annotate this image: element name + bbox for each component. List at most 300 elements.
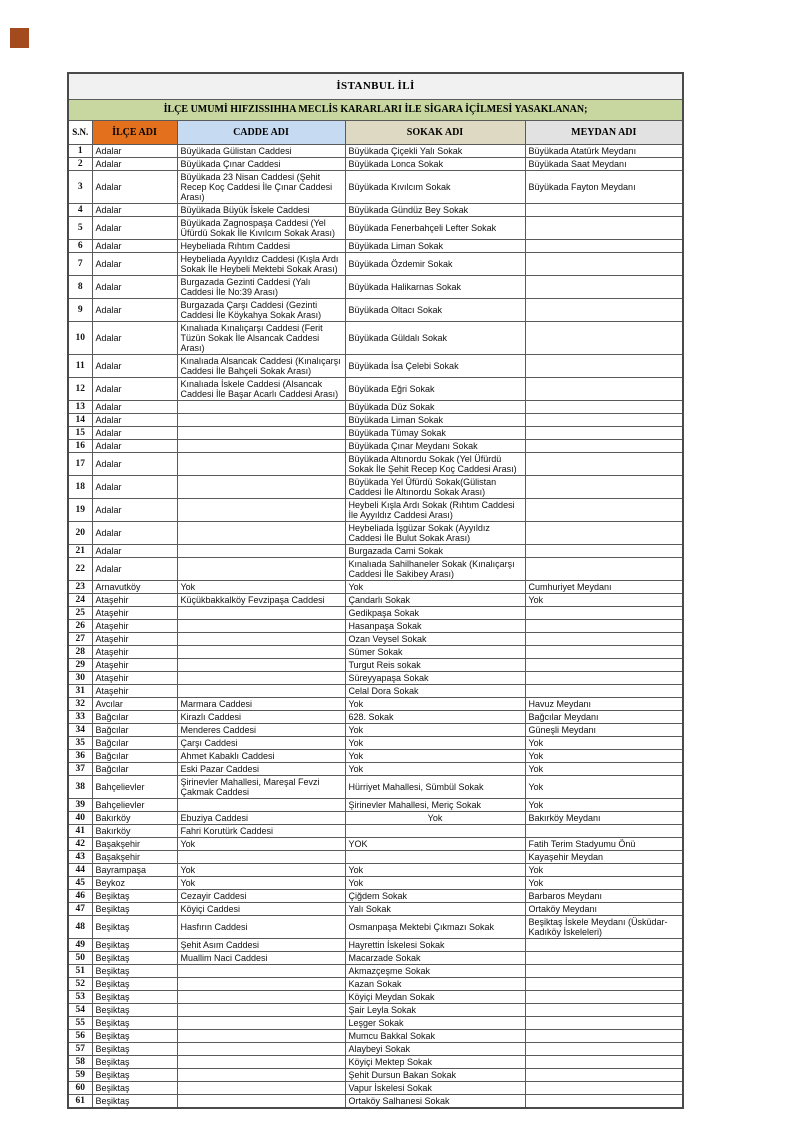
table-row [68, 298, 683, 321]
cell-meydan: Yok [525, 798, 683, 811]
table-row [68, 1003, 683, 1016]
cell-ilce: Beşiktaş [92, 889, 177, 902]
cell-sn: 31 [68, 684, 92, 697]
cell-sokak: Büyükada Lonca Sokak [345, 157, 525, 170]
cell-sn: 14 [68, 413, 92, 426]
cell-sn: 15 [68, 426, 92, 439]
cell-sokak: Sümer Sokak [345, 645, 525, 658]
cell-sn: 50 [68, 951, 92, 964]
cell-meydan [525, 964, 683, 977]
cell-sokak: Yok [345, 811, 525, 824]
cell-ilce: Bağcılar [92, 723, 177, 736]
cell-meydan [525, 824, 683, 837]
cell-sn: 12 [68, 377, 92, 400]
cell-sn: 43 [68, 850, 92, 863]
cell-sn: 49 [68, 938, 92, 951]
cell-sokak: Gedikpaşa Sokak [345, 606, 525, 619]
cell-meydan [525, 252, 683, 275]
cell-cadde [177, 1016, 345, 1029]
cell-ilce: Başakşehir [92, 850, 177, 863]
table-row [68, 798, 683, 811]
cell-cadde [177, 475, 345, 498]
cell-sokak: Yok [345, 749, 525, 762]
cell-ilce: Bağcılar [92, 749, 177, 762]
cell-meydan: Büyükada Saat Meydanı [525, 157, 683, 170]
cell-sn: 55 [68, 1016, 92, 1029]
cell-meydan [525, 1029, 683, 1042]
cell-ilce: Avcılar [92, 697, 177, 710]
cell-sn: 30 [68, 671, 92, 684]
cell-sokak: Büyükada İsa Çelebi Sokak [345, 354, 525, 377]
cell-cadde: Yok [177, 863, 345, 876]
cell-ilce: Adalar [92, 544, 177, 557]
cell-ilce: Ataşehir [92, 684, 177, 697]
cell-sn: 57 [68, 1042, 92, 1055]
column-header-ilce: İLÇE ADI [92, 120, 177, 144]
cell-meydan: Ortaköy Meydanı [525, 902, 683, 915]
table-row [68, 498, 683, 521]
cell-sokak: Yok [345, 736, 525, 749]
cell-ilce: Beşiktaş [92, 990, 177, 1003]
cell-meydan [525, 684, 683, 697]
table-row [68, 439, 683, 452]
cell-meydan: Güneşli Meydanı [525, 723, 683, 736]
table-row [68, 275, 683, 298]
table-row [68, 902, 683, 915]
cell-cadde: Köyiçi Caddesi [177, 902, 345, 915]
table-row [68, 321, 683, 354]
cell-cadde: Eski Pazar Caddesi [177, 762, 345, 775]
cell-cadde [177, 452, 345, 475]
cell-meydan: Beşiktaş İskele Meydanı (Üsküdar-Kadıköy İskeleleri) [525, 915, 683, 938]
cell-sn: 44 [68, 863, 92, 876]
column-header-row [68, 120, 683, 144]
cell-sn: 6 [68, 239, 92, 252]
cell-meydan [525, 544, 683, 557]
table-row [68, 645, 683, 658]
cell-cadde: Burgazada Çarşı Caddesi (Gezinti Caddesi İle Köykahya Sokak Arası) [177, 298, 345, 321]
cell-sokak: Büyükada Çiçekli Yalı Sokak [345, 144, 525, 157]
cell-ilce: Adalar [92, 321, 177, 354]
cell-meydan [525, 475, 683, 498]
cell-sokak: Büyükada Çınar Meydanı Sokak [345, 439, 525, 452]
cell-ilce: Bağcılar [92, 736, 177, 749]
cell-sn: 60 [68, 1081, 92, 1094]
cell-ilce: Adalar [92, 498, 177, 521]
table-row [68, 775, 683, 798]
cell-sokak: Büyükada Altınordu Sokak (Yel Üfürdü Sokak İle Şehit Recep Koç Caddesi Arası) [345, 452, 525, 475]
cell-sokak: Hasanpaşa Sokak [345, 619, 525, 632]
cell-sn: 29 [68, 658, 92, 671]
cell-sokak: Büyükada Tümay Sokak [345, 426, 525, 439]
cell-sn: 9 [68, 298, 92, 321]
cell-sn: 1 [68, 144, 92, 157]
cell-sokak: Yalı Sokak [345, 902, 525, 915]
cell-cadde: Heybeliada Ayyıldız Caddesi (Kışla Ardı Sokak İle Heybeli Mektebi Sokak Arası) [177, 252, 345, 275]
cell-cadde [177, 521, 345, 544]
cell-sn: 13 [68, 400, 92, 413]
cell-meydan [525, 1081, 683, 1094]
table-row [68, 671, 683, 684]
cell-ilce: Ataşehir [92, 606, 177, 619]
cell-meydan [525, 671, 683, 684]
cell-sn: 40 [68, 811, 92, 824]
cell-sokak: Köyiçi Meydan Sokak [345, 990, 525, 1003]
cell-meydan: Yok [525, 762, 683, 775]
cell-meydan [525, 1094, 683, 1108]
table-row [68, 938, 683, 951]
cell-meydan [525, 426, 683, 439]
cell-meydan: Yok [525, 775, 683, 798]
cell-sokak: Süreyyapaşa Sokak [345, 671, 525, 684]
cell-ilce: Adalar [92, 426, 177, 439]
cell-cadde: Büyükada 23 Nisan Caddesi (Şehit Recep Koç Caddesi İle Çınar Caddesi Arası) [177, 170, 345, 203]
cell-ilce: Beşiktaş [92, 977, 177, 990]
cell-meydan [525, 1055, 683, 1068]
table-row [68, 876, 683, 889]
cell-sn: 11 [68, 354, 92, 377]
table-row [68, 697, 683, 710]
cell-sn: 28 [68, 645, 92, 658]
cell-meydan: Bakırköy Meydanı [525, 811, 683, 824]
cell-meydan [525, 377, 683, 400]
cell-sokak: Leşger Sokak [345, 1016, 525, 1029]
cell-sokak: Macarzade Sokak [345, 951, 525, 964]
cell-ilce: Ataşehir [92, 593, 177, 606]
cell-meydan [525, 557, 683, 580]
cell-cadde [177, 557, 345, 580]
cell-cadde: Yok [177, 580, 345, 593]
cell-ilce: Adalar [92, 354, 177, 377]
table-row [68, 593, 683, 606]
cell-sokak: Büyükada Eğri Sokak [345, 377, 525, 400]
cell-meydan: Yok [525, 736, 683, 749]
cell-ilce: Bakırköy [92, 811, 177, 824]
cell-cadde: Büyükada Zagnospaşa Caddesi (Yel Üfürdü Sokak İle Kıvılcım Sokak Arası) [177, 216, 345, 239]
table-row [68, 144, 683, 157]
cell-sn: 53 [68, 990, 92, 1003]
cell-sn: 2 [68, 157, 92, 170]
cell-meydan [525, 619, 683, 632]
table-row [68, 580, 683, 593]
cell-cadde: Heybeliada Rıhtım Caddesi [177, 239, 345, 252]
table-row [68, 824, 683, 837]
cell-cadde: Hasfırın Caddesi [177, 915, 345, 938]
cell-meydan: Yok [525, 593, 683, 606]
cell-cadde: Şirinevler Mahallesi, Mareşal Fevzi Çakmak Caddesi [177, 775, 345, 798]
cell-meydan [525, 977, 683, 990]
cell-meydan [525, 632, 683, 645]
cell-sn: 33 [68, 710, 92, 723]
cell-cadde [177, 990, 345, 1003]
cell-cadde [177, 400, 345, 413]
table-row [68, 710, 683, 723]
cell-sn: 17 [68, 452, 92, 475]
cell-cadde: Büyükada Gülistan Caddesi [177, 144, 345, 157]
cell-cadde [177, 1055, 345, 1068]
cell-cadde [177, 1042, 345, 1055]
cell-meydan [525, 658, 683, 671]
cell-sokak: Akmazçeşme Sokak [345, 964, 525, 977]
table-row [68, 170, 683, 203]
cell-sokak: Büyükada Kıvılcım Sokak [345, 170, 525, 203]
cell-meydan [525, 951, 683, 964]
cell-sokak: Büyükada Yel Üfürdü Sokak(Gülistan Caddesi İle Altınordu Sokak Arası) [345, 475, 525, 498]
table-row [68, 658, 683, 671]
cell-cadde: Kınalıada Kınalıçarşı Caddesi (Ferit Tüzün Sokak İle Alsancak Caddesi Arası) [177, 321, 345, 354]
cell-ilce: Adalar [92, 252, 177, 275]
cell-sn: 51 [68, 964, 92, 977]
cell-cadde [177, 1068, 345, 1081]
table-row [68, 889, 683, 902]
table-row [68, 475, 683, 498]
cell-meydan [525, 413, 683, 426]
cell-ilce: Adalar [92, 170, 177, 203]
cell-cadde [177, 1029, 345, 1042]
cell-sokak: Celal Dora Sokak [345, 684, 525, 697]
cell-meydan: Yok [525, 863, 683, 876]
cell-sn: 35 [68, 736, 92, 749]
cell-sokak: Alaybeyi Sokak [345, 1042, 525, 1055]
page-title: İSTANBUL İLİ [68, 73, 683, 99]
cell-sokak: Büyükada Gündüz Bey Sokak [345, 203, 525, 216]
table-row [68, 203, 683, 216]
cell-cadde: Küçükbakkalköy Fevzipaşa Caddesi [177, 593, 345, 606]
cell-sn: 56 [68, 1029, 92, 1042]
cell-ilce: Beykoz [92, 876, 177, 889]
cell-ilce: Beşiktaş [92, 1081, 177, 1094]
table-row [68, 557, 683, 580]
cell-sokak: Çiğdem Sokak [345, 889, 525, 902]
table-row [68, 619, 683, 632]
table-row [68, 426, 683, 439]
cell-meydan [525, 452, 683, 475]
cell-sokak: Büyükada Oltacı Sokak [345, 298, 525, 321]
cell-sn: 42 [68, 837, 92, 850]
cell-ilce: Beşiktaş [92, 1042, 177, 1055]
cell-sokak: YOK [345, 837, 525, 850]
cell-sn: 45 [68, 876, 92, 889]
cell-ilce: Beşiktaş [92, 1094, 177, 1108]
cell-sokak: Yok [345, 876, 525, 889]
cell-sn: 23 [68, 580, 92, 593]
cell-ilce: Bağcılar [92, 710, 177, 723]
cell-cadde [177, 671, 345, 684]
cell-ilce: Beşiktaş [92, 938, 177, 951]
cell-ilce: Beşiktaş [92, 964, 177, 977]
cell-cadde [177, 619, 345, 632]
cell-sn: 21 [68, 544, 92, 557]
cell-sokak: Büyükada Fenerbahçeli Lefter Sokak [345, 216, 525, 239]
cell-meydan: Kayaşehir Meydan [525, 850, 683, 863]
cell-cadde [177, 1003, 345, 1016]
cell-ilce: Beşiktaş [92, 1055, 177, 1068]
cell-sn: 59 [68, 1068, 92, 1081]
cell-meydan: Barbaros Meydanı [525, 889, 683, 902]
cell-ilce: Bahçelievler [92, 775, 177, 798]
cell-cadde [177, 1094, 345, 1108]
cell-ilce: Beşiktaş [92, 1003, 177, 1016]
cell-meydan [525, 400, 683, 413]
cell-ilce: Bahçelievler [92, 798, 177, 811]
cell-meydan [525, 938, 683, 951]
table-body [68, 144, 683, 1108]
cell-meydan [525, 321, 683, 354]
cell-sokak: Çandarlı Sokak [345, 593, 525, 606]
cell-sokak: Turgut Reis sokak [345, 658, 525, 671]
cell-sn: 8 [68, 275, 92, 298]
table-row [68, 915, 683, 938]
cell-sokak: Hayrettin İskelesi Sokak [345, 938, 525, 951]
cell-cadde [177, 413, 345, 426]
cell-sokak: Büyükada Özdemir Sokak [345, 252, 525, 275]
cell-ilce: Başakşehir [92, 837, 177, 850]
cell-meydan [525, 645, 683, 658]
cell-cadde [177, 1081, 345, 1094]
cell-sn: 16 [68, 439, 92, 452]
cell-ilce: Beşiktaş [92, 915, 177, 938]
cell-cadde: Marmara Caddesi [177, 697, 345, 710]
table-title-row [68, 73, 683, 99]
cell-sn: 38 [68, 775, 92, 798]
cell-ilce: Adalar [92, 144, 177, 157]
table-subtitle-row [68, 99, 683, 120]
cell-ilce: Beşiktaş [92, 951, 177, 964]
cell-cadde [177, 977, 345, 990]
cell-sokak: Yok [345, 723, 525, 736]
cell-cadde: Ahmet Kabaklı Caddesi [177, 749, 345, 762]
cell-sn: 46 [68, 889, 92, 902]
cell-ilce: Adalar [92, 275, 177, 298]
page-corner-marker [10, 28, 29, 48]
cell-meydan [525, 1003, 683, 1016]
cell-sn: 20 [68, 521, 92, 544]
cell-sn: 61 [68, 1094, 92, 1108]
table-row [68, 1068, 683, 1081]
cell-meydan: Yok [525, 749, 683, 762]
cell-ilce: Arnavutköy [92, 580, 177, 593]
cell-sokak: Heybeli Kışla Ardı Sokak (Rıhtım Caddesi İle Ayyıldız Caddesi Arası) [345, 498, 525, 521]
cell-sokak: Kazan Sokak [345, 977, 525, 990]
table-row [68, 951, 683, 964]
cell-ilce: Ataşehir [92, 619, 177, 632]
cell-sn: 52 [68, 977, 92, 990]
table-row [68, 1029, 683, 1042]
cell-meydan: Havuz Meydanı [525, 697, 683, 710]
cell-cadde: Çarşı Caddesi [177, 736, 345, 749]
cell-ilce: Adalar [92, 413, 177, 426]
cell-sn: 48 [68, 915, 92, 938]
table-row [68, 850, 683, 863]
cell-cadde: Yok [177, 837, 345, 850]
cell-sn: 34 [68, 723, 92, 736]
cell-ilce: Adalar [92, 239, 177, 252]
page-subtitle: İLÇE UMUMİ HIFZISSIHHA MECLİS KARARLARI İLE SİGARA İÇİLMESİ YASAKLANAN; [68, 99, 683, 120]
cell-ilce: Adalar [92, 557, 177, 580]
cell-cadde: Fahri Korutürk Caddesi [177, 824, 345, 837]
cell-cadde: Kınalıada Alsancak Caddesi (Kınalıçarşı Caddesi İle Bahçeli Sokak Arası) [177, 354, 345, 377]
table-row [68, 239, 683, 252]
table-row [68, 400, 683, 413]
cell-cadde: Cezayir Caddesi [177, 889, 345, 902]
cell-sn: 58 [68, 1055, 92, 1068]
table-row [68, 977, 683, 990]
table-row [68, 252, 683, 275]
cell-meydan [525, 521, 683, 544]
table-row [68, 837, 683, 850]
column-header-meydan: MEYDAN ADI [525, 120, 683, 144]
table-row [68, 749, 683, 762]
cell-sokak: Hürriyet Mahallesi, Sümbül Sokak [345, 775, 525, 798]
cell-ilce: Ataşehir [92, 658, 177, 671]
cell-meydan: Cumhuriyet Meydanı [525, 580, 683, 593]
cell-ilce: Bayrampaşa [92, 863, 177, 876]
cell-meydan [525, 1068, 683, 1081]
cell-sokak: Büyükada Düz Sokak [345, 400, 525, 413]
cell-meydan [525, 439, 683, 452]
cell-sokak: Yok [345, 580, 525, 593]
cell-sokak: Büyükada Halikarnas Sokak [345, 275, 525, 298]
cell-meydan: Büyükada Fayton Meydanı [525, 170, 683, 203]
table-row [68, 1055, 683, 1068]
cell-cadde: Ebuziya Caddesi [177, 811, 345, 824]
cell-ilce: Ataşehir [92, 671, 177, 684]
table-row [68, 863, 683, 876]
table-row [68, 1081, 683, 1094]
cell-meydan [525, 990, 683, 1003]
cell-meydan [525, 298, 683, 321]
cell-meydan [525, 275, 683, 298]
cell-cadde: Büyükada Çınar Caddesi [177, 157, 345, 170]
cell-ilce: Adalar [92, 475, 177, 498]
cell-meydan [525, 203, 683, 216]
cell-sokak: Köyiçi Mektep Sokak [345, 1055, 525, 1068]
cell-cadde: Burgazada Gezinti Caddesi (Yalı Caddesi İle No:39 Arası) [177, 275, 345, 298]
cell-cadde [177, 964, 345, 977]
cell-sokak: Kınalıada Sahilhaneler Sokak (Kınalıçarşı Caddesi İle Sakibey Arası) [345, 557, 525, 580]
cell-sokak: Osmanpaşa Mektebi Çıkmazı Sokak [345, 915, 525, 938]
table-row [68, 723, 683, 736]
cell-meydan [525, 1042, 683, 1055]
cell-cadde [177, 426, 345, 439]
table-row [68, 1094, 683, 1108]
cell-cadde: Muallim Naci Caddesi [177, 951, 345, 964]
cell-cadde: Şehit Asım Caddesi [177, 938, 345, 951]
cell-sokak: Büyükada Güldalı Sokak [345, 321, 525, 354]
cell-sn: 22 [68, 557, 92, 580]
cell-ilce: Ataşehir [92, 645, 177, 658]
cell-meydan [525, 606, 683, 619]
cell-meydan [525, 216, 683, 239]
cell-ilce: Adalar [92, 452, 177, 475]
cell-sn: 26 [68, 619, 92, 632]
cell-cadde [177, 684, 345, 697]
table-row [68, 157, 683, 170]
cell-cadde: Büyükada Büyük İskele Caddesi [177, 203, 345, 216]
table-row [68, 606, 683, 619]
cell-meydan: Fatih Terim Stadyumu Önü [525, 837, 683, 850]
cell-cadde [177, 439, 345, 452]
table-row [68, 354, 683, 377]
cell-meydan [525, 239, 683, 252]
table-row [68, 990, 683, 1003]
column-header-sokak: SOKAK ADI [345, 120, 525, 144]
table-row [68, 216, 683, 239]
cell-ilce: Bakırköy [92, 824, 177, 837]
cell-ilce: Adalar [92, 521, 177, 544]
table-row [68, 413, 683, 426]
smoking-ban-table [67, 72, 684, 1109]
